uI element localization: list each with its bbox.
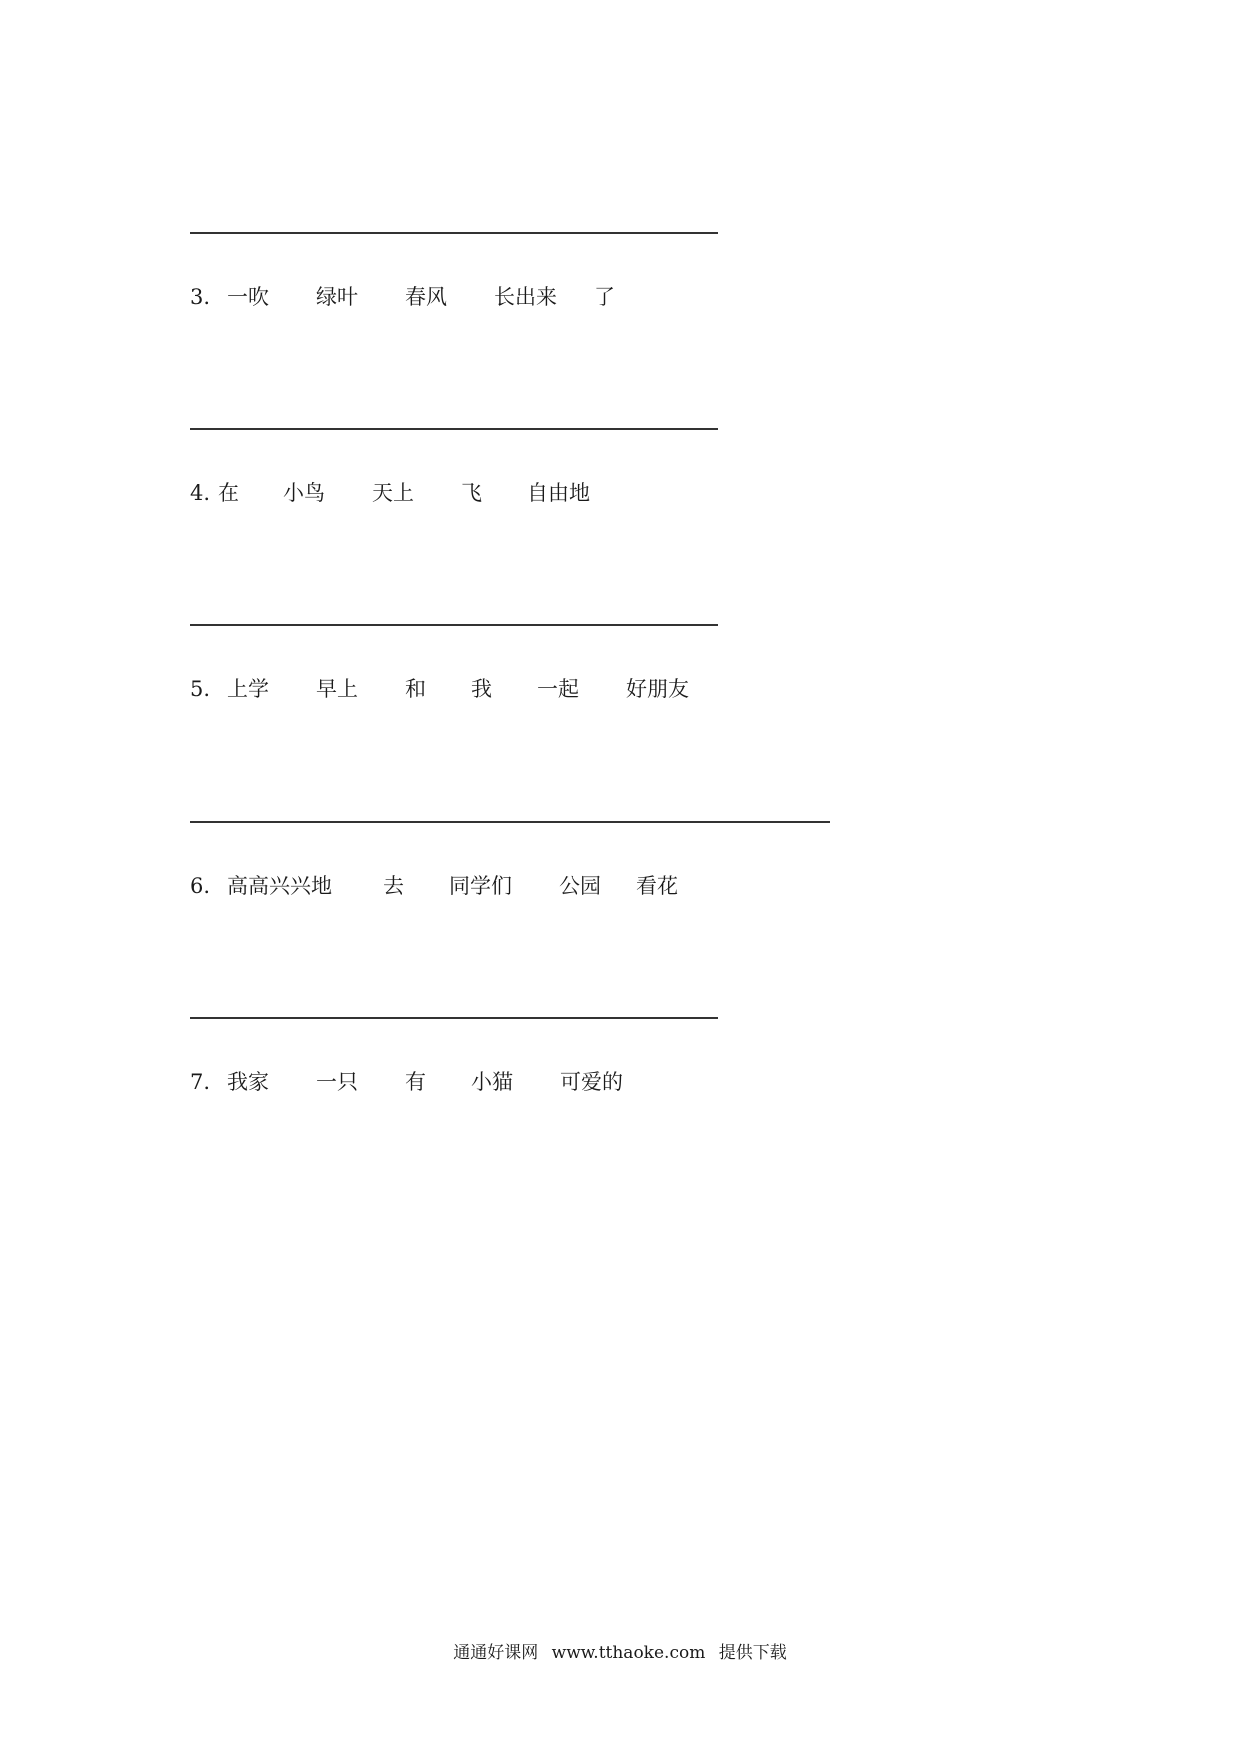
word-item: 有 bbox=[405, 1070, 426, 1094]
word-item: 看花 bbox=[636, 874, 678, 898]
word-item: 天上 bbox=[372, 481, 414, 505]
word-item: 飞 bbox=[461, 481, 482, 505]
word-item: 绿叶 bbox=[316, 285, 358, 309]
word-item: 同学们 bbox=[449, 874, 512, 898]
word-item: 去 bbox=[383, 874, 404, 898]
answer-line bbox=[190, 232, 718, 234]
word-item: 好朋友 bbox=[626, 677, 689, 701]
word-item: 公园 bbox=[559, 874, 601, 898]
footer-note: 提供下载 bbox=[718, 1643, 787, 1663]
word-item: 一起 bbox=[537, 677, 579, 701]
question-number: 7. bbox=[190, 1070, 211, 1094]
word-item: 我 bbox=[471, 677, 492, 701]
question-number: 3. bbox=[190, 285, 211, 309]
word-item: 春风 bbox=[405, 285, 447, 309]
word-item: 高高兴兴地 bbox=[227, 874, 332, 898]
word-item: 和 bbox=[405, 677, 426, 701]
question-number: 4. bbox=[190, 481, 211, 505]
word-item: 在 bbox=[218, 481, 239, 505]
word-item: 我家 bbox=[227, 1070, 269, 1094]
answer-line bbox=[190, 624, 718, 626]
word-item: 小鸟 bbox=[283, 481, 325, 505]
word-item: 长出来 bbox=[494, 285, 557, 309]
word-item: 可爱的 bbox=[560, 1070, 623, 1094]
word-item: 自由地 bbox=[527, 481, 590, 505]
question-number: 5. bbox=[190, 677, 211, 701]
word-item: 一吹 bbox=[227, 285, 269, 309]
page-footer bbox=[0, 1638, 1240, 1663]
answer-line bbox=[190, 428, 718, 430]
word-item: 小猫 bbox=[471, 1070, 513, 1094]
question-number: 6. bbox=[190, 874, 211, 898]
answer-line bbox=[190, 821, 830, 823]
answer-line bbox=[190, 1017, 718, 1019]
word-item: 早上 bbox=[316, 677, 358, 701]
word-item: 了 bbox=[594, 285, 615, 309]
word-item: 上学 bbox=[227, 677, 269, 701]
footer-url[interactable]: www.tthaoke.com bbox=[551, 1643, 706, 1663]
footer-site-name: 通通好课网 bbox=[453, 1643, 539, 1663]
word-item: 一只 bbox=[316, 1070, 358, 1094]
